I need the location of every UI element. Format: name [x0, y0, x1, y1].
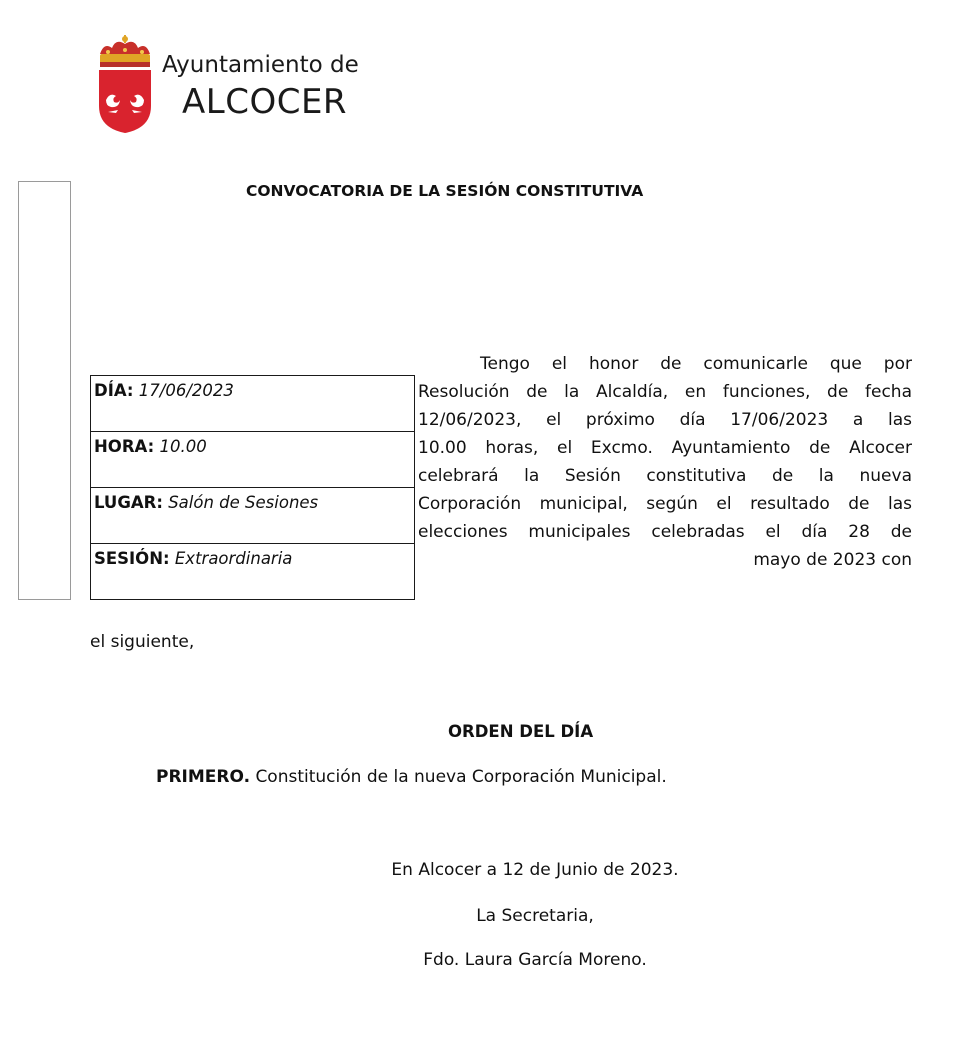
- body-line: Tengo el honor de comunicarle que por: [480, 354, 912, 374]
- info-row-hora: [91, 432, 415, 488]
- municipal-logo: [94, 34, 394, 138]
- body-line: mayo de 2023 con: [753, 550, 912, 570]
- closing-signature: Fdo. Laura García Moreno.: [423, 950, 647, 970]
- body-line: celebrará la Sesión constitutiva de la nueva: [418, 466, 912, 486]
- agenda-item-text: Constitución de la nueva Corporación Municipal.: [255, 767, 667, 787]
- info-value: Salón de Sesiones: [168, 493, 319, 512]
- info-label: DÍA:: [94, 381, 134, 400]
- body-paragraph: [418, 350, 912, 574]
- coat-of-arms-icon: [94, 34, 156, 134]
- body-line: Corporación municipal, según el resultado de las: [418, 494, 912, 514]
- info-label: HORA:: [94, 437, 155, 456]
- info-row-dia: [91, 376, 415, 432]
- info-value: 10.00: [159, 437, 207, 456]
- body-line: elecciones municipales celebradas el día 28 de: [418, 522, 912, 542]
- document-title: CONVOCATORIA DE LA SESIÓN CONSTITUTIVA: [246, 182, 644, 200]
- body-line: 10.00 horas, el Excmo. Ayuntamiento de Alcocer: [418, 438, 912, 458]
- body-line: 12/06/2023, el próximo día 17/06/2023 a las: [418, 410, 912, 430]
- crown-icon: [100, 35, 150, 67]
- session-info-table: [90, 375, 415, 600]
- logo-text-line1: Ayuntamiento de: [162, 52, 359, 78]
- info-row-lugar: [91, 488, 415, 544]
- closing-role: La Secretaria,: [476, 906, 594, 926]
- logo-text-line2: ALCOCER: [182, 82, 348, 122]
- body-line: Resolución de la Alcaldía, en funciones, de fecha: [418, 382, 912, 402]
- agenda-title: ORDEN DEL DÍA: [448, 722, 594, 741]
- agenda-item: [156, 767, 667, 787]
- info-value: 17/06/2023: [138, 381, 234, 400]
- info-value: Extraordinaria: [174, 549, 293, 568]
- info-row-sesion: [91, 544, 415, 600]
- margin-box: [18, 181, 71, 600]
- agenda-item-number: PRIMERO.: [156, 767, 251, 787]
- info-label: SESIÓN:: [94, 549, 170, 568]
- closing-place-date: En Alcocer a 12 de Junio de 2023.: [391, 860, 679, 880]
- body-continuation: el siguiente,: [90, 632, 195, 652]
- info-label: LUGAR:: [94, 493, 163, 512]
